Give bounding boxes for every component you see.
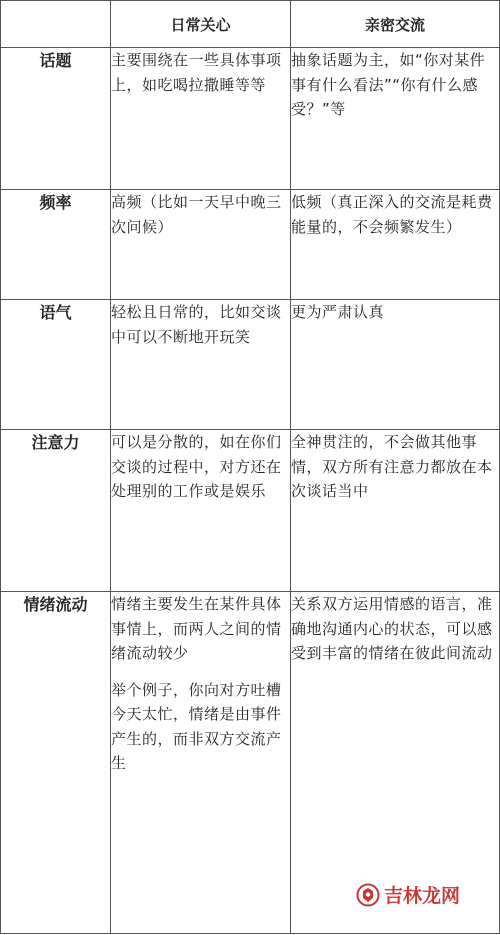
row-label: 注意力	[1, 430, 111, 592]
row-label: 情绪流动	[1, 592, 111, 934]
watermark	[356, 881, 460, 908]
cell-text: 低频（真正深入的交流是耗费能量的，不会频繁发生）	[291, 193, 493, 236]
daily-cell	[111, 592, 291, 934]
table-row	[1, 300, 500, 430]
cell-text: 更为严肃认真	[291, 303, 385, 321]
intimate-cell	[291, 190, 500, 300]
table-row	[1, 190, 500, 300]
header-intimate-communication: 亲密交流	[291, 1, 500, 48]
watermark-logo-icon	[356, 883, 380, 907]
row-label: 话题	[1, 48, 111, 190]
intimate-cell	[291, 430, 500, 592]
daily-cell	[111, 300, 291, 430]
header-topic-cell	[1, 1, 111, 48]
cell-text: 全神贯注的，不会做其他事情，双方所有注意力都放在本次谈话当中	[291, 433, 493, 500]
intimate-cell	[291, 48, 500, 190]
row-label: 语气	[1, 300, 111, 430]
daily-cell	[111, 190, 291, 300]
cell-text: 高频（比如一天早中晚三次问候）	[111, 193, 282, 236]
table-row	[1, 430, 500, 592]
cell-text: 举个例子，你向对方吐槽今天太忙，情绪是由事件产生的，而非双方交流产生	[111, 680, 282, 772]
cell-text: 主要围绕在一些具体事项上，如吃喝拉撒睡等等	[111, 51, 282, 94]
cell-text: 情绪主要发生在某件具体事情上，而两人之间的情绪流动较少	[111, 595, 282, 662]
cell-text: 轻松且日常的，比如交谈中可以不断地开玩笑	[111, 303, 282, 346]
cell-text: 可以是分散的，如在你们交谈的过程中，对方还在处理别的工作或是娱乐	[111, 433, 282, 500]
intimate-cell	[291, 300, 500, 430]
header-row	[1, 1, 500, 48]
daily-cell	[111, 430, 291, 592]
watermark-text: 吉林龙网	[383, 885, 460, 907]
row-label: 频率	[1, 190, 111, 300]
daily-cell	[111, 48, 291, 190]
table-row	[1, 48, 500, 190]
header-daily-care: 日常关心	[111, 1, 291, 48]
cell-text: 关系双方运用情感的语言，准确地沟通内心的状态，可以感受到丰富的情绪在彼此间流动	[291, 595, 493, 662]
cell-text: 抽象话题为主，如“你对某件事有什么看法”“你有什么感受？”等	[291, 51, 486, 118]
